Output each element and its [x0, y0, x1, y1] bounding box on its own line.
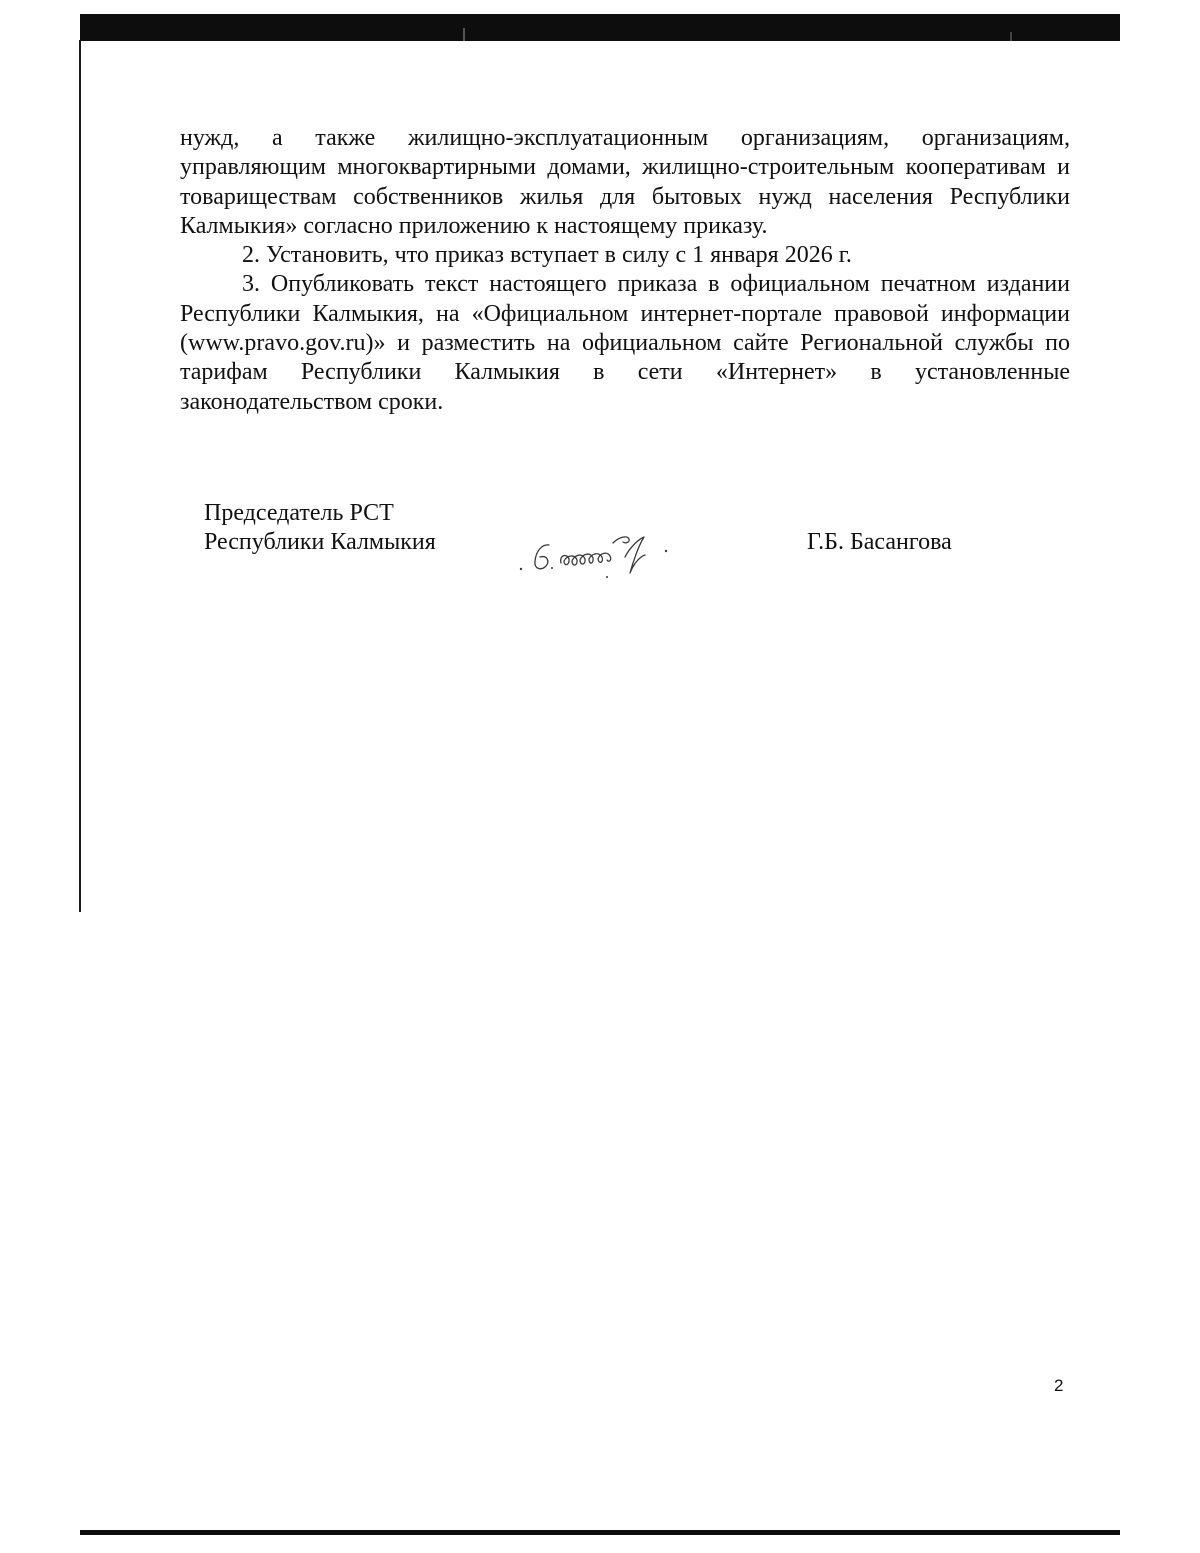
- scan-top-border: [80, 14, 1120, 41]
- scan-bottom-border: [80, 1530, 1120, 1535]
- signatory-name: Г.Б. Басангова: [807, 529, 952, 555]
- signature-block: [204, 499, 984, 589]
- scan-artifact-notch: [463, 28, 465, 41]
- scan-left-edge: [79, 40, 81, 912]
- signatory-position: [204, 499, 436, 558]
- scan-artifact-notch: [1010, 32, 1012, 41]
- signatory-position-line-1: Председатель РСТ: [204, 500, 394, 526]
- paragraph-item-3: 3. Опубликовать текст настоящего приказа в официальном печатном издании Республики Калмыкия, на «Официальном интернет-портале правовой информации (www.pravo.gov.ru)» и разместить на официальном сайте Региональной службы по тарифам Республики Калмыкия в сети «Интернет» в установленные законодательством сроки.: [180, 271, 1070, 415]
- document-body: [180, 124, 1070, 417]
- signatory-position-line-2: Республики Калмыкия: [204, 529, 436, 556]
- paragraph-item-2: 2. Установить, что приказ вступает в силу с 1 января 2026 г.: [242, 242, 852, 269]
- paragraph-continuation: нужд, а также жилищно-эксплуатационным организациям, организациям, управляющим многоквартирными домами, жилищно-строительным кооперативам и товариществам собственников жилья для бытовых нужд населения Республики Калмыкия» согласно приложению к настоящему приказу.: [180, 125, 1070, 239]
- handwritten-signature: [509, 511, 719, 581]
- page-number: 2: [1054, 1376, 1064, 1395]
